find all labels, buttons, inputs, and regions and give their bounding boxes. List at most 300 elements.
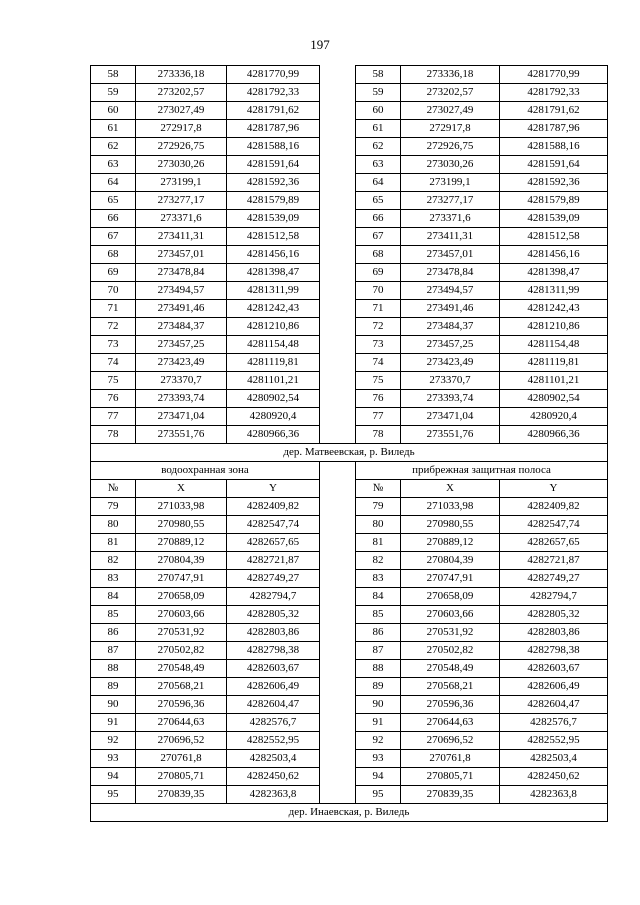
section-title: дер. Матвеевская, р. Виледь [91, 444, 608, 462]
x-coordinate-cell: 273199,1 [401, 174, 500, 192]
point-number-cell: 82 [91, 552, 136, 570]
x-coordinate-cell: 272917,8 [136, 120, 227, 138]
x-coordinate-cell: 270696,52 [136, 732, 227, 750]
section-title-row [91, 444, 608, 462]
x-coordinate-cell: 270596,36 [401, 696, 500, 714]
table-row [91, 336, 608, 354]
x-coordinate-cell: 273277,17 [401, 192, 500, 210]
y-coordinate-cell: 4281592,36 [500, 174, 608, 192]
column-gap [320, 174, 356, 192]
y-coordinate-cell: 4281101,21 [227, 372, 320, 390]
x-coordinate-cell: 273393,74 [136, 390, 227, 408]
point-number-cell: 67 [91, 228, 136, 246]
y-coordinate-cell: 4282606,49 [227, 678, 320, 696]
table-row [91, 750, 608, 768]
y-coordinate-cell: 4281311,99 [500, 282, 608, 300]
y-coordinate-cell: 4281791,62 [227, 102, 320, 120]
x-coordinate-cell: 272926,75 [136, 138, 227, 156]
x-coordinate-cell: 270805,71 [401, 768, 500, 786]
x-coordinate-cell: 273371,6 [401, 210, 500, 228]
x-coordinate-cell: 270531,92 [401, 624, 500, 642]
column-gap [320, 390, 356, 408]
point-number-cell: 72 [91, 318, 136, 336]
y-coordinate-cell: 4282603,67 [500, 660, 608, 678]
column-gap [320, 84, 356, 102]
y-coordinate-cell: 4281579,89 [227, 192, 320, 210]
table-row [91, 696, 608, 714]
y-coordinate-cell: 4280902,54 [227, 390, 320, 408]
point-number-cell: 80 [356, 516, 401, 534]
column-gap [320, 300, 356, 318]
x-coordinate-cell: 273393,74 [401, 390, 500, 408]
footer-title-row [91, 804, 608, 822]
point-number-cell: 61 [356, 120, 401, 138]
y-coordinate-cell: 4281210,86 [500, 318, 608, 336]
point-number-cell: 83 [91, 570, 136, 588]
y-coordinate-cell: 4282798,38 [500, 642, 608, 660]
point-number-cell: 59 [91, 84, 136, 102]
point-number-cell: 86 [356, 624, 401, 642]
y-coordinate-cell: 4282657,65 [500, 534, 608, 552]
table-row [91, 570, 608, 588]
column-gap [320, 264, 356, 282]
y-coordinate-cell: 4281398,47 [227, 264, 320, 282]
table-row [91, 732, 608, 750]
y-coordinate-cell: 4281119,81 [500, 354, 608, 372]
point-number-cell: 63 [91, 156, 136, 174]
y-coordinate-cell: 4282803,86 [500, 624, 608, 642]
y-coordinate-cell: 4282503,4 [500, 750, 608, 768]
column-gap [320, 462, 356, 480]
x-coordinate-cell: 273478,84 [136, 264, 227, 282]
x-coordinate-cell: 273471,04 [136, 408, 227, 426]
point-number-cell: 87 [356, 642, 401, 660]
x-coordinate-cell: 270980,55 [401, 516, 500, 534]
column-gap [320, 336, 356, 354]
column-header-row [91, 480, 608, 498]
y-coordinate-cell: 4281588,16 [500, 138, 608, 156]
x-coordinate-cell: 270658,09 [136, 588, 227, 606]
x-coordinate-cell: 273030,26 [136, 156, 227, 174]
column-gap [320, 624, 356, 642]
x-coordinate-cell: 270658,09 [401, 588, 500, 606]
header-x: X [401, 480, 500, 498]
column-gap [320, 696, 356, 714]
y-coordinate-cell: 4281101,21 [500, 372, 608, 390]
point-number-cell: 66 [356, 210, 401, 228]
table-row [91, 246, 608, 264]
y-coordinate-cell: 4281579,89 [500, 192, 608, 210]
y-coordinate-cell: 4281770,99 [500, 66, 608, 84]
point-number-cell: 60 [91, 102, 136, 120]
table-row [91, 426, 608, 444]
y-coordinate-cell: 4281787,96 [227, 120, 320, 138]
x-coordinate-cell: 270839,35 [401, 786, 500, 804]
point-number-cell: 62 [91, 138, 136, 156]
point-number-cell: 78 [356, 426, 401, 444]
point-number-cell: 65 [356, 192, 401, 210]
x-coordinate-cell: 273457,01 [401, 246, 500, 264]
point-number-cell: 84 [356, 588, 401, 606]
point-number-cell: 79 [91, 498, 136, 516]
y-coordinate-cell: 4282794,7 [500, 588, 608, 606]
table-row [91, 786, 608, 804]
y-coordinate-cell: 4282604,47 [500, 696, 608, 714]
y-coordinate-cell: 4282409,82 [500, 498, 608, 516]
y-coordinate-cell: 4282576,7 [500, 714, 608, 732]
point-number-cell: 73 [356, 336, 401, 354]
point-number-cell: 58 [356, 66, 401, 84]
x-coordinate-cell: 273423,49 [136, 354, 227, 372]
zone-left-label: водоохранная зона [91, 462, 320, 480]
y-coordinate-cell: 4282721,87 [227, 552, 320, 570]
table-row [91, 642, 608, 660]
point-number-cell: 83 [356, 570, 401, 588]
y-coordinate-cell: 4281539,09 [227, 210, 320, 228]
x-coordinate-cell: 270603,66 [401, 606, 500, 624]
point-number-cell: 59 [356, 84, 401, 102]
x-coordinate-cell: 273371,6 [136, 210, 227, 228]
point-number-cell: 60 [356, 102, 401, 120]
point-number-cell: 80 [91, 516, 136, 534]
x-coordinate-cell: 273370,7 [401, 372, 500, 390]
x-coordinate-cell: 270502,82 [136, 642, 227, 660]
column-gap [320, 732, 356, 750]
point-number-cell: 64 [356, 174, 401, 192]
table-row [91, 300, 608, 318]
column-gap [320, 678, 356, 696]
column-gap [320, 570, 356, 588]
y-coordinate-cell: 4282798,38 [227, 642, 320, 660]
column-gap [320, 408, 356, 426]
y-coordinate-cell: 4281770,99 [227, 66, 320, 84]
x-coordinate-cell: 270531,92 [136, 624, 227, 642]
y-coordinate-cell: 4282503,4 [227, 750, 320, 768]
table-row [91, 768, 608, 786]
point-number-cell: 71 [356, 300, 401, 318]
point-number-cell: 78 [91, 426, 136, 444]
point-number-cell: 73 [91, 336, 136, 354]
table-row [91, 138, 608, 156]
point-number-cell: 79 [356, 498, 401, 516]
point-number-cell: 88 [91, 660, 136, 678]
y-coordinate-cell: 4281154,48 [500, 336, 608, 354]
y-coordinate-cell: 4282749,27 [500, 570, 608, 588]
column-gap [320, 120, 356, 138]
point-number-cell: 74 [356, 354, 401, 372]
y-coordinate-cell: 4282450,62 [500, 768, 608, 786]
point-number-cell: 63 [356, 156, 401, 174]
y-coordinate-cell: 4281154,48 [227, 336, 320, 354]
column-gap [320, 642, 356, 660]
x-coordinate-cell: 270761,8 [136, 750, 227, 768]
x-coordinate-cell: 273202,57 [136, 84, 227, 102]
header-x: X [136, 480, 227, 498]
y-coordinate-cell: 4281242,43 [227, 300, 320, 318]
y-coordinate-cell: 4282450,62 [227, 768, 320, 786]
column-gap [320, 606, 356, 624]
column-gap [320, 66, 356, 84]
header-y: Y [500, 480, 608, 498]
y-coordinate-cell: 4281592,36 [227, 174, 320, 192]
table-row [91, 534, 608, 552]
y-coordinate-cell: 4282363,8 [227, 786, 320, 804]
column-gap [320, 354, 356, 372]
x-coordinate-cell: 273027,49 [401, 102, 500, 120]
table-row [91, 660, 608, 678]
table-row [91, 588, 608, 606]
point-number-cell: 92 [91, 732, 136, 750]
point-number-cell: 90 [91, 696, 136, 714]
x-coordinate-cell: 270696,52 [401, 732, 500, 750]
y-coordinate-cell: 4281791,62 [500, 102, 608, 120]
table-row [91, 282, 608, 300]
y-coordinate-cell: 4281539,09 [500, 210, 608, 228]
y-coordinate-cell: 4282749,27 [227, 570, 320, 588]
point-number-cell: 81 [356, 534, 401, 552]
column-gap [320, 138, 356, 156]
point-number-cell: 85 [91, 606, 136, 624]
table-row [91, 210, 608, 228]
x-coordinate-cell: 273551,76 [401, 426, 500, 444]
table-row [91, 408, 608, 426]
point-number-cell: 68 [91, 246, 136, 264]
point-number-cell: 64 [91, 174, 136, 192]
x-coordinate-cell: 273551,76 [136, 426, 227, 444]
x-coordinate-cell: 270839,35 [136, 786, 227, 804]
y-coordinate-cell: 4281792,33 [227, 84, 320, 102]
table-row [91, 120, 608, 138]
y-coordinate-cell: 4281398,47 [500, 264, 608, 282]
y-coordinate-cell: 4282552,95 [500, 732, 608, 750]
x-coordinate-cell: 273030,26 [401, 156, 500, 174]
table-row [91, 228, 608, 246]
x-coordinate-cell: 273491,46 [401, 300, 500, 318]
x-coordinate-cell: 273457,25 [401, 336, 500, 354]
point-number-cell: 77 [91, 408, 136, 426]
x-coordinate-cell: 270747,91 [401, 570, 500, 588]
column-gap [320, 210, 356, 228]
column-gap [320, 318, 356, 336]
column-gap [320, 534, 356, 552]
y-coordinate-cell: 4281588,16 [227, 138, 320, 156]
table-row [91, 264, 608, 282]
column-gap [320, 102, 356, 120]
x-coordinate-cell: 273202,57 [401, 84, 500, 102]
x-coordinate-cell: 270548,49 [136, 660, 227, 678]
x-coordinate-cell: 270805,71 [136, 768, 227, 786]
point-number-cell: 68 [356, 246, 401, 264]
point-number-cell: 71 [91, 300, 136, 318]
y-coordinate-cell: 4282547,74 [500, 516, 608, 534]
column-gap [320, 660, 356, 678]
y-coordinate-cell: 4282604,47 [227, 696, 320, 714]
x-coordinate-cell: 273457,01 [136, 246, 227, 264]
column-gap [320, 372, 356, 390]
x-coordinate-cell: 270644,63 [401, 714, 500, 732]
x-coordinate-cell: 270889,12 [136, 534, 227, 552]
y-coordinate-cell: 4281311,99 [227, 282, 320, 300]
point-number-cell: 77 [356, 408, 401, 426]
point-number-cell: 82 [356, 552, 401, 570]
column-gap [320, 714, 356, 732]
table-row [91, 552, 608, 570]
y-coordinate-cell: 4282409,82 [227, 498, 320, 516]
y-coordinate-cell: 4282803,86 [227, 624, 320, 642]
column-gap [320, 228, 356, 246]
header-y: Y [227, 480, 320, 498]
y-coordinate-cell: 4280920,4 [500, 408, 608, 426]
point-number-cell: 84 [91, 588, 136, 606]
x-coordinate-cell: 270603,66 [136, 606, 227, 624]
table-row [91, 498, 608, 516]
x-coordinate-cell: 273494,57 [136, 282, 227, 300]
footer-title: дер. Инаевская, р. Виледь [91, 804, 608, 822]
x-coordinate-cell: 270747,91 [136, 570, 227, 588]
column-gap [320, 768, 356, 786]
column-gap [320, 480, 356, 498]
x-coordinate-cell: 270644,63 [136, 714, 227, 732]
point-number-cell: 94 [356, 768, 401, 786]
point-number-cell: 70 [91, 282, 136, 300]
point-number-cell: 88 [356, 660, 401, 678]
header-num: № [356, 480, 401, 498]
x-coordinate-cell: 273423,49 [401, 354, 500, 372]
table-row [91, 354, 608, 372]
point-number-cell: 62 [356, 138, 401, 156]
point-number-cell: 91 [356, 714, 401, 732]
x-coordinate-cell: 273199,1 [136, 174, 227, 192]
x-coordinate-cell: 272917,8 [401, 120, 500, 138]
point-number-cell: 70 [356, 282, 401, 300]
column-gap [320, 588, 356, 606]
y-coordinate-cell: 4282603,67 [227, 660, 320, 678]
point-number-cell: 74 [91, 354, 136, 372]
point-number-cell: 66 [91, 210, 136, 228]
column-gap [320, 498, 356, 516]
x-coordinate-cell: 270502,82 [401, 642, 500, 660]
table-row [91, 714, 608, 732]
point-number-cell: 95 [91, 786, 136, 804]
x-coordinate-cell: 273491,46 [136, 300, 227, 318]
x-coordinate-cell: 273484,37 [136, 318, 227, 336]
point-number-cell: 93 [356, 750, 401, 768]
x-coordinate-cell: 273411,31 [401, 228, 500, 246]
y-coordinate-cell: 4281792,33 [500, 84, 608, 102]
y-coordinate-cell: 4281512,58 [227, 228, 320, 246]
column-gap [320, 516, 356, 534]
point-number-cell: 75 [356, 372, 401, 390]
column-gap [320, 552, 356, 570]
x-coordinate-cell: 270596,36 [136, 696, 227, 714]
y-coordinate-cell: 4282552,95 [227, 732, 320, 750]
header-num: № [91, 480, 136, 498]
y-coordinate-cell: 4280966,36 [500, 426, 608, 444]
y-coordinate-cell: 4281210,86 [227, 318, 320, 336]
column-gap [320, 156, 356, 174]
table-row [91, 174, 608, 192]
point-number-cell: 89 [356, 678, 401, 696]
table-row [91, 678, 608, 696]
column-gap [320, 282, 356, 300]
x-coordinate-cell: 273478,84 [401, 264, 500, 282]
table-row [91, 156, 608, 174]
y-coordinate-cell: 4280902,54 [500, 390, 608, 408]
y-coordinate-cell: 4280920,4 [227, 408, 320, 426]
point-number-cell: 95 [356, 786, 401, 804]
x-coordinate-cell: 272926,75 [401, 138, 500, 156]
table-row [91, 66, 608, 84]
table-row [91, 84, 608, 102]
x-coordinate-cell: 273027,49 [136, 102, 227, 120]
x-coordinate-cell: 273336,18 [136, 66, 227, 84]
x-coordinate-cell: 270804,39 [401, 552, 500, 570]
point-number-cell: 69 [356, 264, 401, 282]
y-coordinate-cell: 4281456,16 [500, 246, 608, 264]
x-coordinate-cell: 273336,18 [401, 66, 500, 84]
point-number-cell: 67 [356, 228, 401, 246]
x-coordinate-cell: 270889,12 [401, 534, 500, 552]
y-coordinate-cell: 4282657,65 [227, 534, 320, 552]
point-number-cell: 90 [356, 696, 401, 714]
y-coordinate-cell: 4282794,7 [227, 588, 320, 606]
x-coordinate-cell: 273277,17 [136, 192, 227, 210]
point-number-cell: 87 [91, 642, 136, 660]
point-number-cell: 86 [91, 624, 136, 642]
zone-labels-row [91, 462, 608, 480]
table-row [91, 192, 608, 210]
x-coordinate-cell: 270548,49 [401, 660, 500, 678]
point-number-cell: 75 [91, 372, 136, 390]
table-row [91, 516, 608, 534]
x-coordinate-cell: 271033,98 [401, 498, 500, 516]
zone-right-label: прибрежная защитная полоса [356, 462, 608, 480]
y-coordinate-cell: 4281591,64 [227, 156, 320, 174]
point-number-cell: 85 [356, 606, 401, 624]
y-coordinate-cell: 4281591,64 [500, 156, 608, 174]
point-number-cell: 76 [356, 390, 401, 408]
coordinates-table [90, 65, 608, 822]
point-number-cell: 81 [91, 534, 136, 552]
y-coordinate-cell: 4280966,36 [227, 426, 320, 444]
table-row [91, 318, 608, 336]
column-gap [320, 246, 356, 264]
point-number-cell: 65 [91, 192, 136, 210]
y-coordinate-cell: 4281119,81 [227, 354, 320, 372]
x-coordinate-cell: 273484,37 [401, 318, 500, 336]
point-number-cell: 93 [91, 750, 136, 768]
x-coordinate-cell: 273411,31 [136, 228, 227, 246]
table-row [91, 624, 608, 642]
x-coordinate-cell: 270568,21 [401, 678, 500, 696]
y-coordinate-cell: 4281512,58 [500, 228, 608, 246]
y-coordinate-cell: 4282721,87 [500, 552, 608, 570]
table-row [91, 606, 608, 624]
y-coordinate-cell: 4282805,32 [500, 606, 608, 624]
column-gap [320, 192, 356, 210]
page-number: 197 [310, 37, 330, 52]
x-coordinate-cell: 273471,04 [401, 408, 500, 426]
x-coordinate-cell: 273457,25 [136, 336, 227, 354]
x-coordinate-cell: 270568,21 [136, 678, 227, 696]
y-coordinate-cell: 4281787,96 [500, 120, 608, 138]
y-coordinate-cell: 4282606,49 [500, 678, 608, 696]
point-number-cell: 69 [91, 264, 136, 282]
x-coordinate-cell: 270761,8 [401, 750, 500, 768]
y-coordinate-cell: 4281242,43 [500, 300, 608, 318]
x-coordinate-cell: 270804,39 [136, 552, 227, 570]
y-coordinate-cell: 4282805,32 [227, 606, 320, 624]
